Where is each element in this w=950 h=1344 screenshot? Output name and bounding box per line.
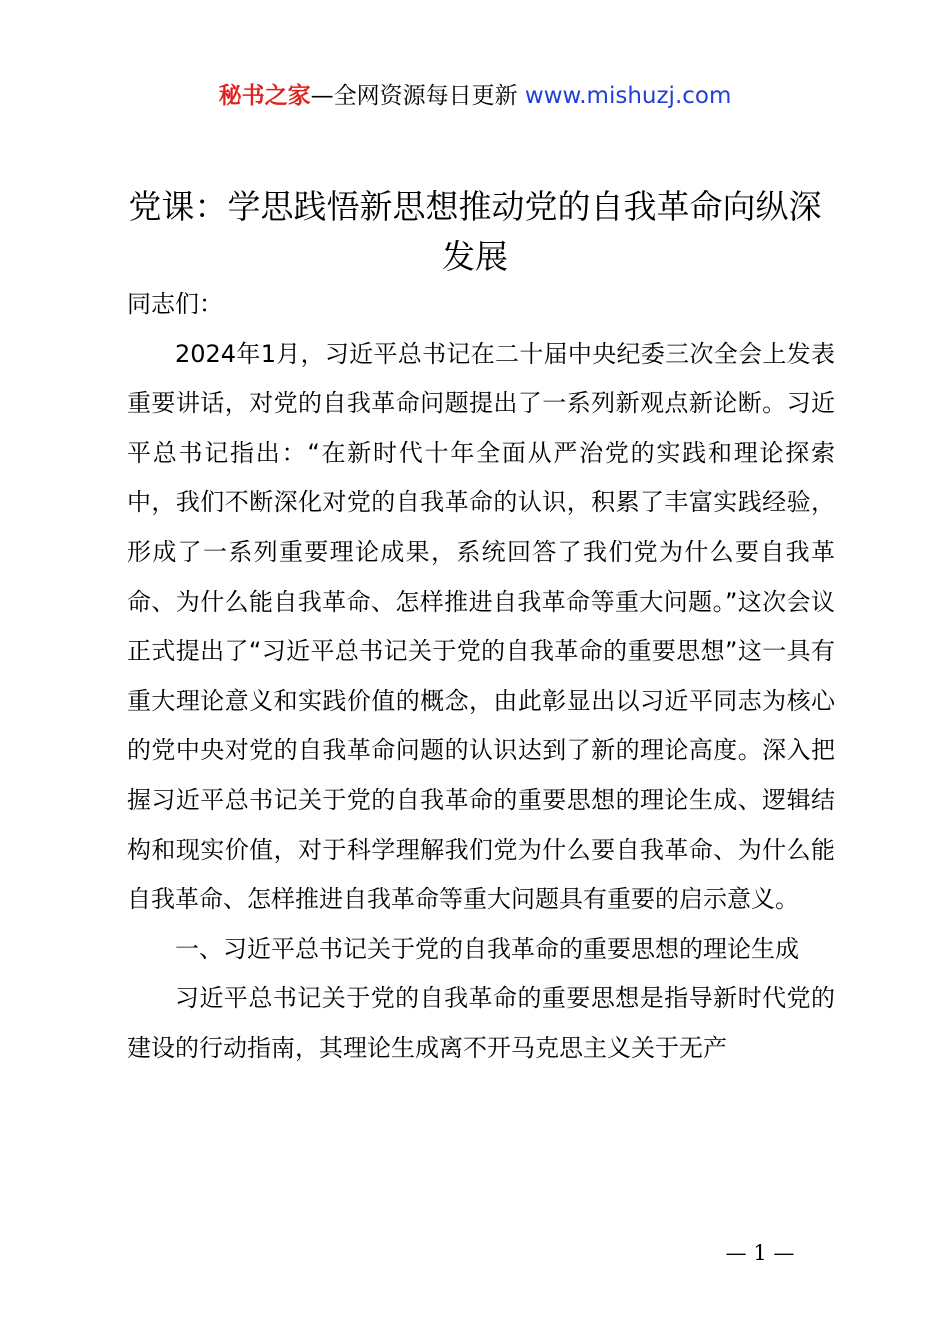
site-brand: 秘书之家 [218,83,311,109]
paragraph-intro: 2024年1月，习近平总书记在二十届中央纪委三次全会上发表重要讲话，对党的自我革命问题提出了一系列新观点新论断。习近平总书记指出：“在新时代十年全面从严治党的实践和理论探索中，我们不断深化对党的自我革命的认识，积累了丰富实践经验，形成了一系列重要理论成果，系统回答了我们党为什么要自我革命、为什么能自我革命、怎样推进自我革命等重大问题。”这次会议正式提出了“习近平总书记关于党的自我革命的重要思想”这一具有重大理论意义和实践价值的概念，由此彰显出以习近平同志为核心的党中央对党的自我革命问题的认识达到了新的理论高度。深入把握习近平总书记关于党的自我革命的重要思想的理论生成、逻辑结构和现实价值，对于科学理解我们党为什么要自我革命、为什么能自我革命、怎样推进自我革命等重大问题具有重要的启示意义。 [127,339,835,914]
document-body [127,280,835,1074]
paragraph-section-1: 习近平总书记关于党的自我革命的重要思想是指导新时代党的建设的行动指南，其理论生成离不开马克思主义关于无产 [127,984,835,1062]
page-number: — 1 — [725,1241,795,1265]
salutation: 同志们： [127,290,223,318]
site-url-link[interactable]: www.mishuzj.com [524,83,732,109]
site-header [0,80,950,112]
section-heading-1: 一、习近平总书记关于党的自我革命的重要思想的理论生成 [175,934,799,963]
document-title: 党课：学思践悟新思想推动党的自我革命向纵深发展 [128,187,822,276]
site-tagline: —全网资源每日更新 [310,83,525,109]
